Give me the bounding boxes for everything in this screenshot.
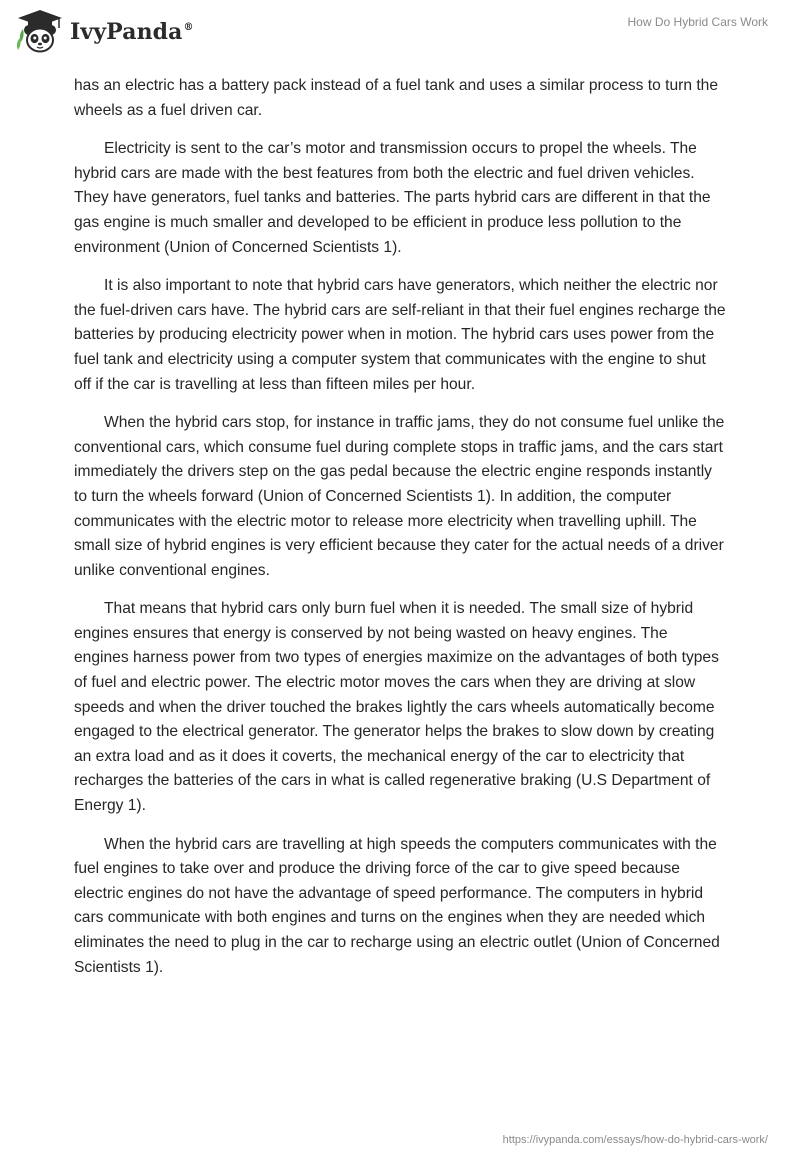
essay-body — [74, 74, 726, 994]
paragraph: Electricity is sent to the car’s motor and transmission occurs to propel the wheels. The hybrid cars are made with the best features from both the electric and fuel driven vehicles. They have generators, fuel tanks and batteries. The parts hybrid cars are different in that the gas engine is much smaller and developed to be efficient in produce less pollution to the environment (Union of Concerned Scientists 1). — [74, 140, 711, 256]
paragraph: When the hybrid cars are travelling at high speeds the computers communicates with the fuel engines to take over and produce the driving force of the car to give speed because electric engines do not have the advantage of speed performance. The computers in hybrid cars communicate with both engines and turns on the engines when they are needed which eliminates the need to plug in the car to recharge using an electric outlet (Union of Concerned Scientists 1). — [74, 835, 720, 976]
source-url-link[interactable]: https://ivypanda.com/essays/how-do-hybrid-cars-work/ — [502, 1134, 768, 1146]
panda-graduation-cap-icon — [14, 8, 66, 54]
brand-name: IvyPanda® — [70, 19, 194, 45]
page-header — [0, 0, 800, 62]
paragraph: It is also important to note that hybrid cars have generators, which neither the electric nor the fuel-driven cars have. The hybrid cars are self-reliant in that their fuel engines recharge the batteries by producing electricity power when in motion. The hybrid cars uses power from the fuel tank and electricity using a computer system that communicates with the engine to shut off if the car is travelling at less than fifteen miles per hour. — [74, 277, 726, 393]
paragraph: has an electric has a battery pack instead of a fuel tank and uses a similar process to turn the wheels as a fuel driven car. — [74, 77, 719, 119]
logo[interactable] — [14, 8, 194, 54]
paragraph: That means that hybrid cars only burn fuel when it is needed. The small size of hybrid engines ensures that energy is conserved by not being wasted on heavy engines. The engines harness power from two types of energies maximize on the advantages of both types of fuel and electric power. The electric motor moves the cars when they are driving at slow speeds and when the driver touched the brakes lightly the cars wheels automatically become engaged to the electrical generator. The generator helps the brakes to slow down by creating an extra load and as it does it coverts, the mechanical energy of the car to electricity that recharges the batteries of the cars in what is called regenerative braking (U.S Department of Energy 1). — [74, 600, 719, 815]
document-title: How Do Hybrid Cars Work — [627, 15, 768, 29]
paragraph: When the hybrid cars stop, for instance in traffic jams, they do not consume fuel unlike the conventional cars, which consume fuel during complete stops in traffic jams, and the cars start immediately the drivers step on the gas pedal because the electric engine responds instantly to turn the wheels forward (Union of Concerned Scientists 1). In addition, the computer communicates with the electric motor to release more electricity when travelling uphill. The small size of hybrid engines is very efficient because they cater for the actual needs of a driver unlike conventional engines. — [74, 414, 725, 579]
